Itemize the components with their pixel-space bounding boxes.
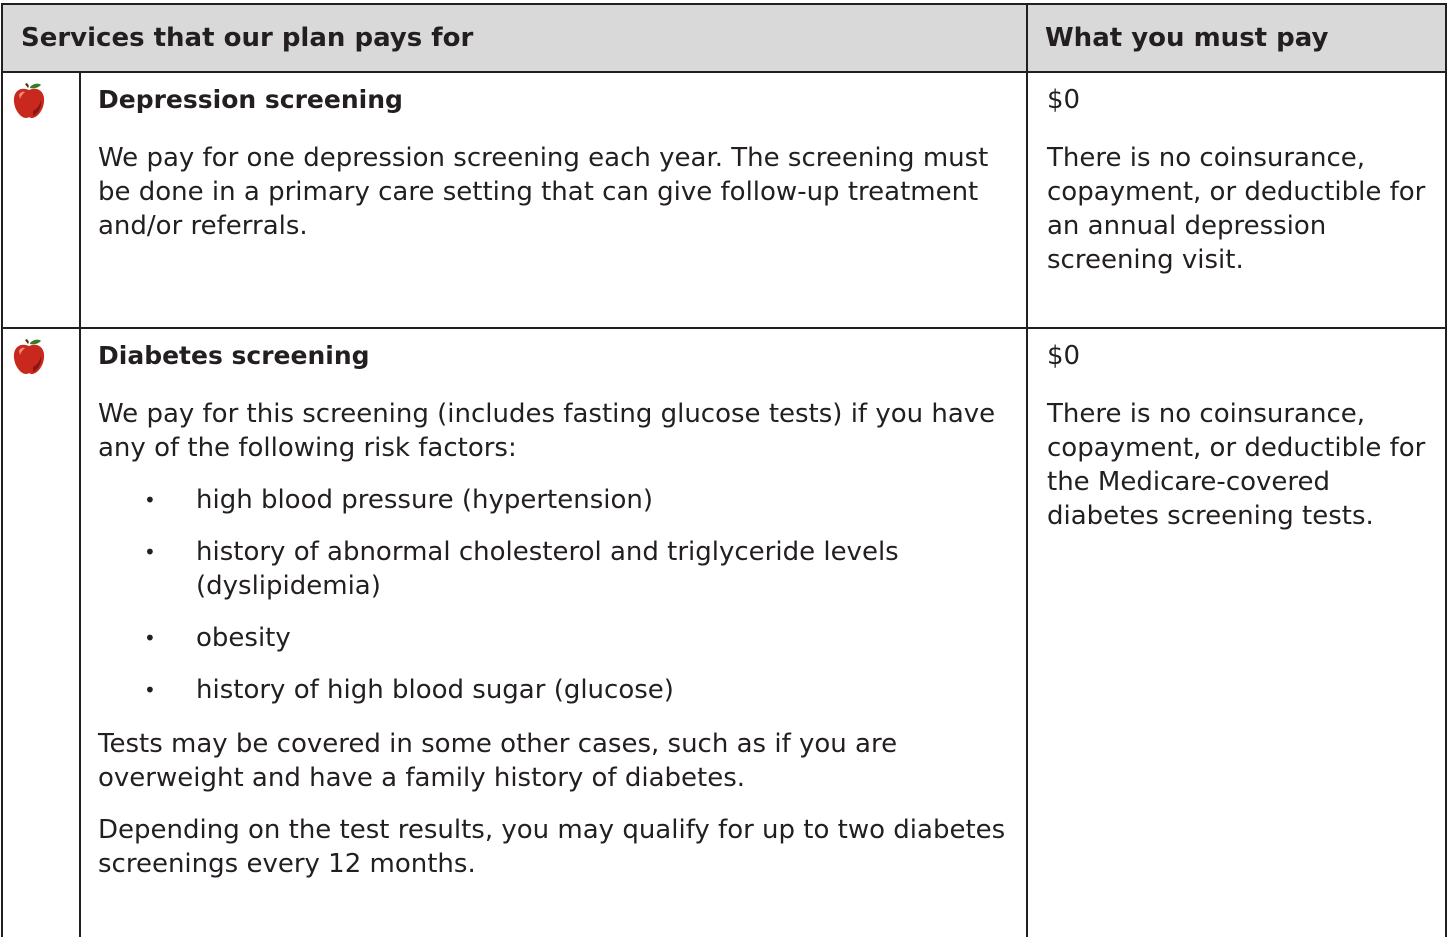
list-item [98,673,1006,707]
list-item [98,483,1006,517]
service-intro: We pay for this screening (includes fasting glucose tests) if you have any of the following risk factors: [98,399,996,463]
risk-factor-list [98,483,1006,707]
risk-factor-text: history of high blood sugar (glucose) [196,675,674,705]
payment-cell [1028,329,1445,937]
bullet-icon: • [144,488,156,512]
table-row [3,73,1445,329]
service-description-cell [81,73,1028,327]
list-item [98,535,1006,603]
bullet-icon: • [144,678,156,702]
payment-cell [1028,73,1445,327]
price-value: $0 [1047,341,1081,371]
service-title: Diabetes screening [98,341,370,370]
bullet-icon: • [144,626,156,650]
price-value: $0 [1047,85,1081,115]
payment-note: There is no coinsurance, copayment, or deductible for the Medicare-covered diabetes screening tests. [1047,399,1426,531]
risk-factor-text: history of abnormal cholesterol and triglyceride levels (dyslipidemia) [196,537,899,601]
list-item [98,621,1006,655]
risk-factor-text: obesity [196,623,291,653]
service-paragraph: We pay for one depression screening each year. The screening must be done in a primary care setting that can give follow-up treatment and/or referrals. [98,143,989,241]
service-paragraph: Tests may be covered in some other cases, such as if you are overweight and have a family history of diabetes. [98,729,898,793]
apple-icon [11,81,47,121]
risk-factor-text: high blood pressure (hypertension) [196,485,653,515]
payment-column-header: What you must pay [1045,23,1329,53]
payment-note: There is no coinsurance, copayment, or deductible for an annual depression screening visit. [1047,143,1426,275]
service-description-cell [81,329,1028,937]
icon-cell [3,73,81,327]
table-header [3,5,1445,73]
icon-cell [3,329,81,937]
bullet-icon: • [144,540,156,564]
benefits-table [1,3,1447,937]
services-column-header: Services that our plan pays for [3,5,1028,71]
apple-icon [11,337,47,377]
service-title: Depression screening [98,85,403,114]
service-paragraph: Depending on the test results, you may qualify for up to two diabetes screenings every 12 months. [98,815,1006,879]
table-row [3,329,1445,937]
